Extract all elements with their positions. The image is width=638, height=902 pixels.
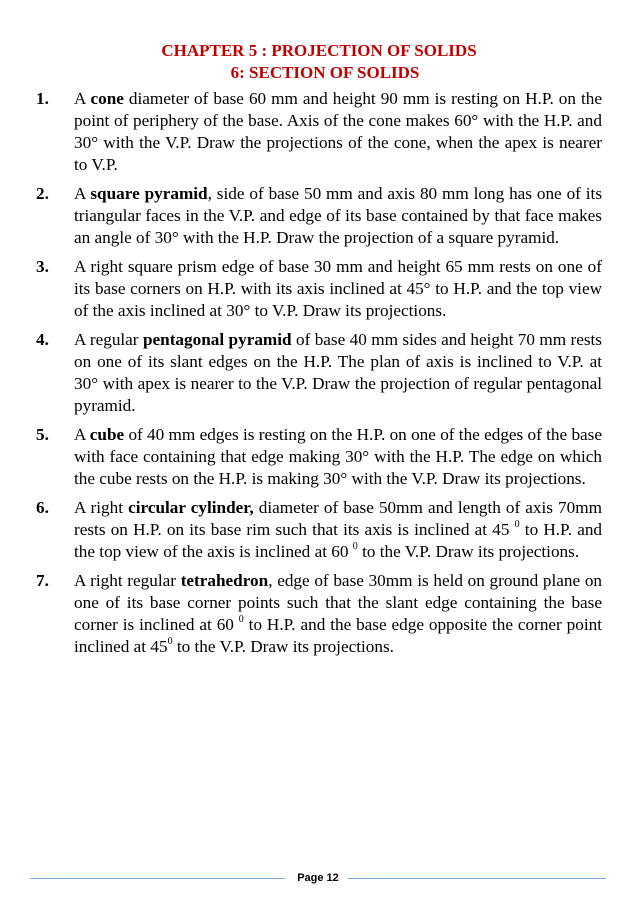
footer-rule-right [348, 878, 606, 879]
text-run: diameter of base 60 mm and height 90 mm is resting on H.P. on the point of periphery of the base. Axis of the cone makes 60° with the H.P. and 30° with the V.P. Draw the projections of the cone, when the apex is nearer to V.P. [74, 89, 602, 174]
question-item [36, 329, 602, 417]
text-run: A [74, 89, 91, 108]
question-text [74, 424, 602, 490]
degree-superscript: 0 [238, 614, 244, 626]
text-run: of 40 mm edges is resting on the H.P. on one of the edges of the base with face containing that edge making 30° with the H.P. The edge on which the cube rests on the H.P. is making 30° with the V.P. Draw its projections. [74, 425, 602, 488]
question-number: 7. [36, 571, 49, 590]
text-run: A right [74, 498, 129, 517]
text-run: to H.P. and the base edge opposite the corner point inclined at 45 [74, 615, 602, 656]
question-text [74, 256, 602, 322]
question-item [36, 497, 602, 563]
question-text [74, 329, 602, 417]
question-number: 5. [36, 425, 49, 444]
degree-superscript: 0 [167, 636, 173, 648]
degree-superscript: 0 [352, 541, 358, 553]
text-run: to H.P. and the top view of the axis is inclined at 60 [74, 520, 603, 561]
question-text [74, 88, 602, 176]
text-run: A [74, 425, 90, 444]
question-number: 6. [36, 498, 49, 517]
bold-term: circular cylinder, [128, 498, 254, 517]
text-run: A [74, 184, 91, 203]
text-run: diameter of base 50mm and length of axis 70mm rests on H.P. on its base rim such that its axis is inclined at 45 [74, 498, 602, 539]
bold-term: square pyramid [90, 184, 208, 203]
question-item [36, 256, 602, 322]
bold-term: pentagonal pyramid [142, 330, 292, 349]
question-text [74, 183, 602, 249]
section-title: 6: SECTION OF SOLIDS [230, 63, 420, 82]
page-footer [30, 870, 606, 888]
question-text [74, 570, 602, 658]
text-run: , edge of base 30mm is held on ground plane on one of its base corner points such that the slant edge containing the base corner is inclined at 60 [74, 571, 603, 634]
bold-term: cube [89, 425, 125, 444]
question-item [36, 570, 602, 658]
text-run: A regular [74, 330, 143, 349]
question-number: 2. [36, 184, 49, 203]
chapter-title: CHAPTER 5 : PROJECTION OF SOLIDS [161, 41, 477, 60]
degree-superscript: 0 [514, 519, 520, 531]
page-number: Page 12 [297, 872, 339, 884]
question-list [36, 88, 602, 665]
question-item [36, 88, 602, 176]
question-number: 3. [36, 257, 49, 276]
text-run: of base 40 mm sides and height 70 mm rests on one of its slant edges on the H.P. The plan of axis is inclined to V.P. at 30° with apex is nearer to the V.P. Draw the projection of regular pentagonal pyramid. [74, 330, 602, 415]
text-run: A right square prism edge of base 30 mm and height 65 mm rests on one of its base corners on H.P. with its axis inclined at 45° to H.P. and the top view of the axis inclined at 30° to V.P. Draw its projections. [74, 257, 602, 320]
question-text [74, 497, 602, 563]
question-number: 1. [36, 89, 49, 108]
text-run: A right regular [74, 571, 181, 590]
text-run: to the V.P. Draw its projections. [357, 542, 580, 561]
text-run: , side of base 50 mm and axis 80 mm long has one of its triangular faces in the V.P. and edge of its base contained by that face makes an angle of 30° with the H.P. Draw the projection of a square pyramid. [74, 184, 603, 247]
question-item [36, 183, 602, 249]
bold-term: tetrahedron [180, 571, 269, 590]
bold-term: cone [90, 89, 124, 108]
text-run: to the V.P. Draw its projections. [172, 637, 394, 656]
question-number: 4. [36, 330, 49, 349]
question-item [36, 424, 602, 490]
